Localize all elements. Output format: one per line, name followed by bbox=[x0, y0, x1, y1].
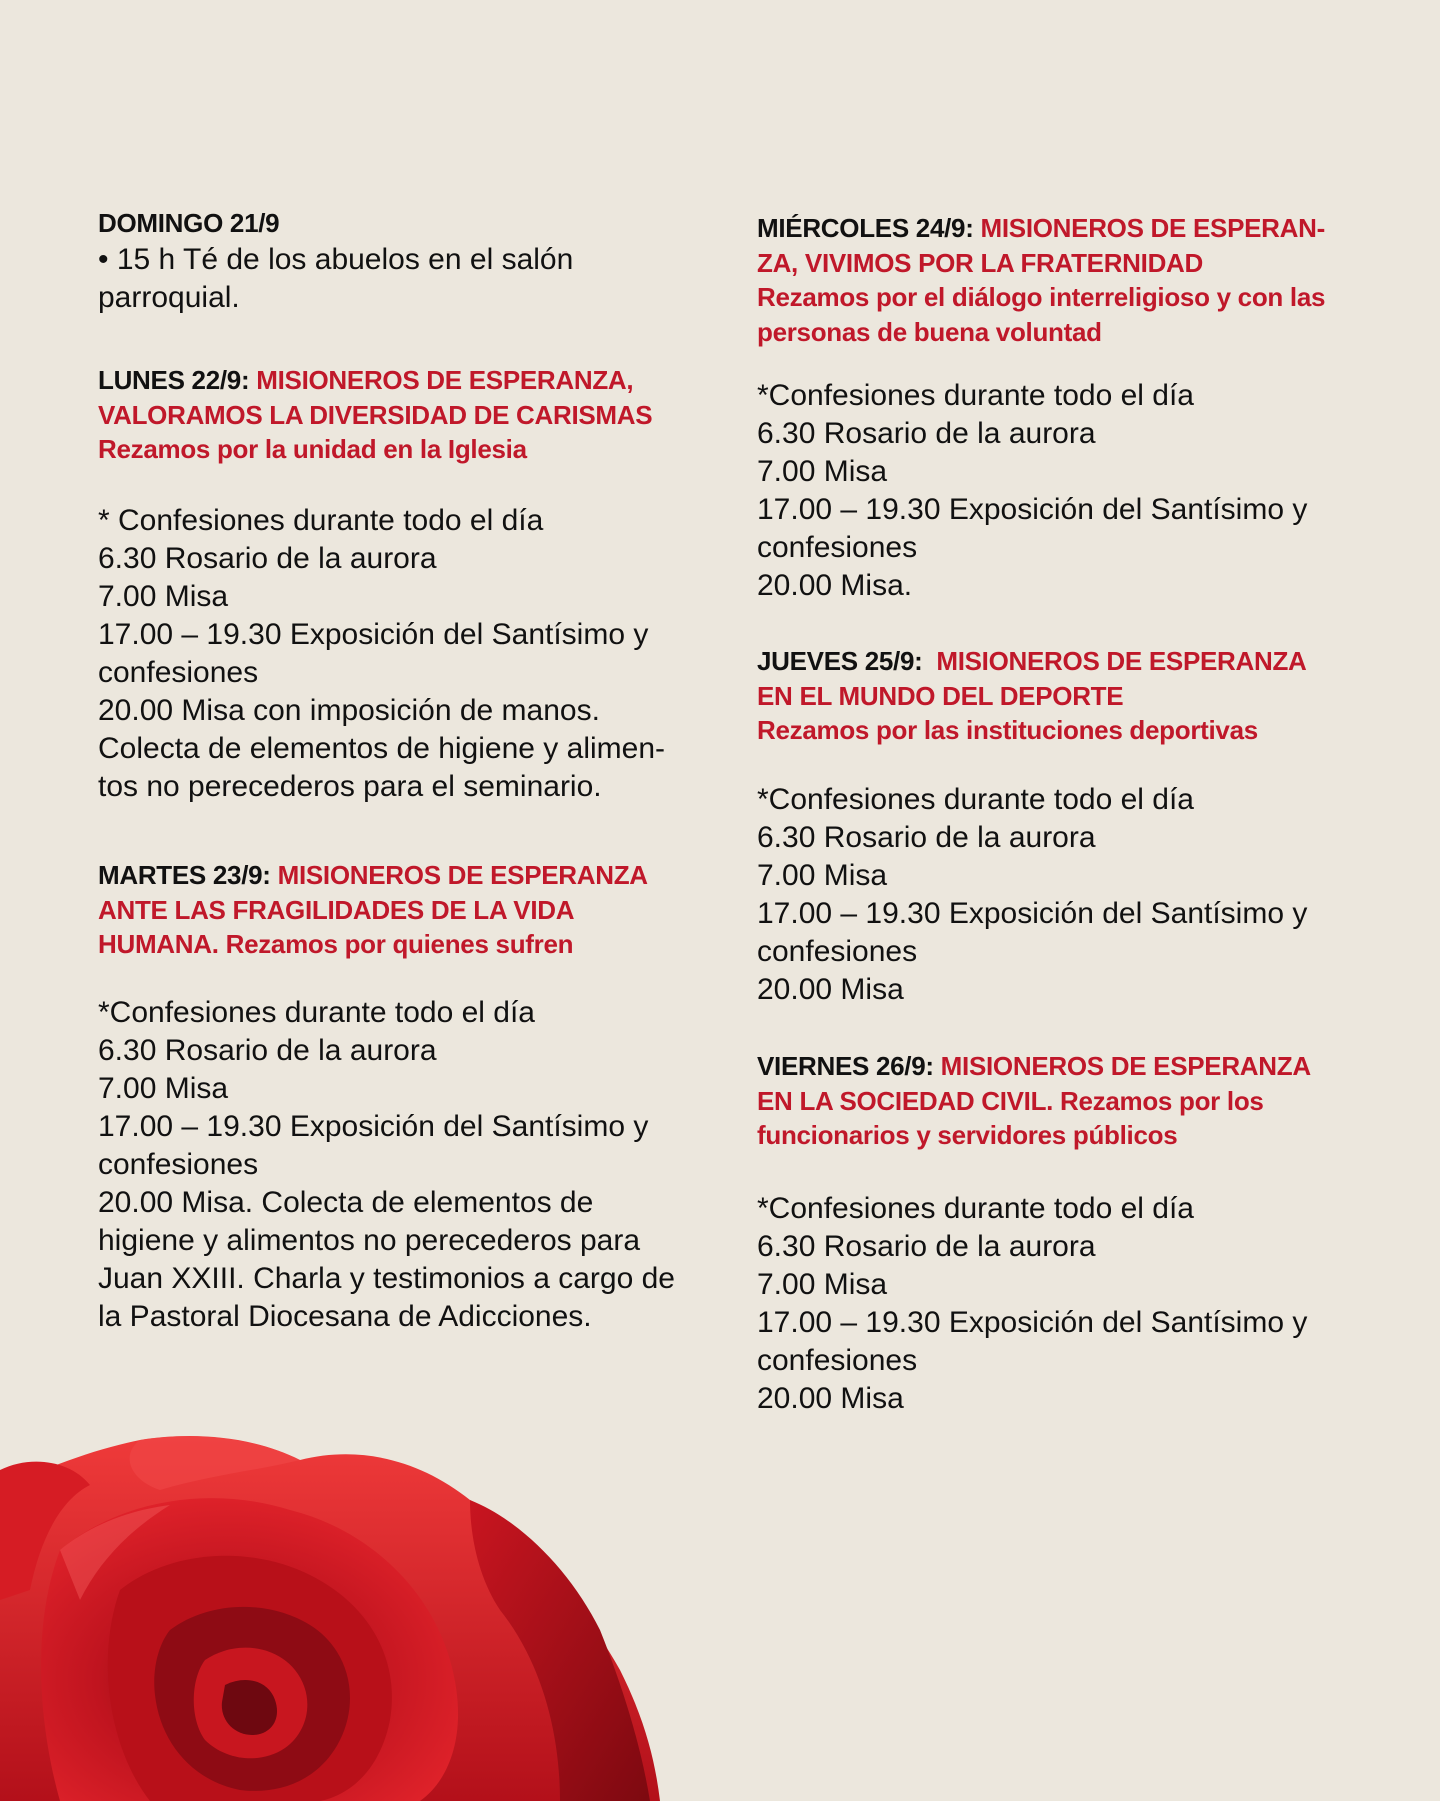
prayer-intention: Rezamos por las instituciones deportivas bbox=[757, 715, 1258, 745]
prayer-intention: Rezamos por el diálogo interreligioso y con las bbox=[757, 282, 1326, 312]
schedule-domingo bbox=[98, 206, 718, 317]
schedule-line: confesiones bbox=[98, 1147, 259, 1181]
schedule-body bbox=[98, 994, 718, 1336]
schedule-line: 7.00 Misa bbox=[98, 579, 229, 613]
schedule-line: confesiones bbox=[757, 531, 918, 564]
schedule-line: 17.00 – 19.30 Exposición del Santísimo y bbox=[98, 1109, 649, 1143]
theme-title: MISIONEROS DE ESPERANZA, bbox=[256, 365, 634, 395]
schedule-body bbox=[757, 781, 1377, 1009]
schedule-line: 6.30 Rosario de la aurora bbox=[757, 1229, 1096, 1263]
schedule-line: 20.00 Misa. bbox=[757, 569, 913, 602]
schedule-line: 20.00 Misa. Colecta de elementos de bbox=[98, 1185, 594, 1219]
day-heading bbox=[757, 1049, 1377, 1153]
schedule-line: higiene y alimentos no perecederos para bbox=[98, 1223, 641, 1257]
schedule-line: Juan XXIII. Charla y testimonios a cargo de bbox=[98, 1261, 675, 1295]
schedule-line: la Pastoral Diocesana de Adicciones. bbox=[98, 1299, 592, 1333]
schedule-line: parroquial. bbox=[98, 280, 240, 314]
theme-title: VALORAMOS LA DIVERSIDAD DE CARISMAS bbox=[98, 399, 653, 430]
schedule-lunes bbox=[98, 363, 718, 806]
day-heading bbox=[98, 858, 718, 962]
theme-title: MISIONEROS DE ESPERANZA bbox=[277, 860, 648, 890]
schedule-line: 17.00 – 19.30 Exposición del Santísimo y bbox=[757, 493, 1308, 526]
theme-title: MISIONEROS DE ESPERANZA bbox=[936, 646, 1307, 676]
schedule-line: 6.30 Rosario de la aurora bbox=[757, 417, 1096, 450]
schedule-line: *Confesiones durante todo el día bbox=[757, 782, 1194, 816]
schedule-line: • 15 h Té de los abuelos en el salón bbox=[98, 242, 574, 276]
schedule-body bbox=[757, 1190, 1377, 1418]
schedule-line: 7.00 Misa bbox=[757, 1267, 888, 1301]
schedule-line: *Confesiones durante todo el día bbox=[757, 379, 1194, 412]
theme-title: ZA, VIVIMOS POR LA FRATERNIDAD bbox=[757, 247, 1204, 278]
schedule-line: confesiones bbox=[757, 1343, 918, 1377]
schedule-line: 17.00 – 19.30 Exposición del Santísimo y bbox=[757, 896, 1308, 930]
day-label: MARTES 23/9: bbox=[98, 860, 271, 890]
schedule-line: 20.00 Misa bbox=[757, 1381, 904, 1415]
schedule-line: tos no perecederos para el seminario. bbox=[98, 769, 602, 803]
schedule-body bbox=[98, 241, 718, 317]
theme-title: ANTE LAS FRAGILIDADES DE LA VIDA bbox=[98, 894, 575, 925]
day-label: DOMINGO 21/9 bbox=[98, 208, 280, 238]
red-rose-icon bbox=[0, 1430, 660, 1801]
schedule-body bbox=[757, 377, 1377, 605]
schedule-line: 6.30 Rosario de la aurora bbox=[757, 820, 1096, 854]
schedule-body bbox=[98, 502, 718, 806]
schedule-line: 17.00 – 19.30 Exposición del Santísimo y bbox=[98, 617, 649, 651]
schedule-line: 20.00 Misa bbox=[757, 972, 904, 1006]
schedule-line: 7.00 Misa bbox=[757, 858, 888, 892]
schedule-line: 20.00 Misa con imposición de manos. bbox=[98, 693, 600, 727]
day-label: JUEVES 25/9: bbox=[757, 646, 923, 676]
prayer-intention: HUMANA. Rezamos por quienes sufren bbox=[98, 929, 574, 959]
schedule-line: 7.00 Misa bbox=[98, 1071, 229, 1105]
schedule-line: Colecta de elementos de higiene y alimen- bbox=[98, 731, 665, 765]
schedule-line: *Confesiones durante todo el día bbox=[757, 1191, 1194, 1225]
schedule-line: *Confesiones durante todo el día bbox=[98, 995, 535, 1029]
day-heading bbox=[757, 644, 1377, 748]
day-label: LUNES 22/9: bbox=[98, 365, 250, 395]
schedule-line: 17.00 – 19.30 Exposición del Santísimo y bbox=[757, 1305, 1308, 1339]
theme-title: MISIONEROS DE ESPERANZA bbox=[940, 1051, 1311, 1081]
schedule-martes bbox=[98, 858, 718, 1336]
schedule-line: 6.30 Rosario de la aurora bbox=[98, 1033, 437, 1067]
schedule-miercoles bbox=[757, 211, 1377, 605]
schedule-viernes bbox=[757, 1049, 1377, 1418]
schedule-line: confesiones bbox=[757, 934, 918, 968]
theme-title: MISIONEROS DE ESPERAN- bbox=[980, 213, 1325, 243]
day-label: MIÉRCOLES 24/9: bbox=[757, 213, 974, 243]
day-heading bbox=[98, 206, 718, 241]
schedule-line: 6.30 Rosario de la aurora bbox=[98, 541, 437, 575]
schedule-jueves bbox=[757, 644, 1377, 1009]
theme-title: EN LA SOCIEDAD CIVIL. Rezamos por los bbox=[757, 1085, 1264, 1116]
theme-title: EN EL MUNDO DEL DEPORTE bbox=[757, 680, 1124, 711]
schedule-line: * Confesiones durante todo el día bbox=[98, 503, 544, 537]
day-label: VIERNES 26/9: bbox=[757, 1051, 934, 1081]
schedule-line: confesiones bbox=[98, 655, 259, 689]
day-heading bbox=[98, 363, 718, 467]
day-heading bbox=[757, 211, 1377, 349]
prayer-intention: Rezamos por la unidad en la Iglesia bbox=[98, 434, 527, 464]
schedule-line: 7.00 Misa bbox=[757, 455, 888, 488]
prayer-intention: personas de buena voluntad bbox=[757, 316, 1102, 347]
prayer-intention: funcionarios y servidores públicos bbox=[757, 1120, 1178, 1150]
